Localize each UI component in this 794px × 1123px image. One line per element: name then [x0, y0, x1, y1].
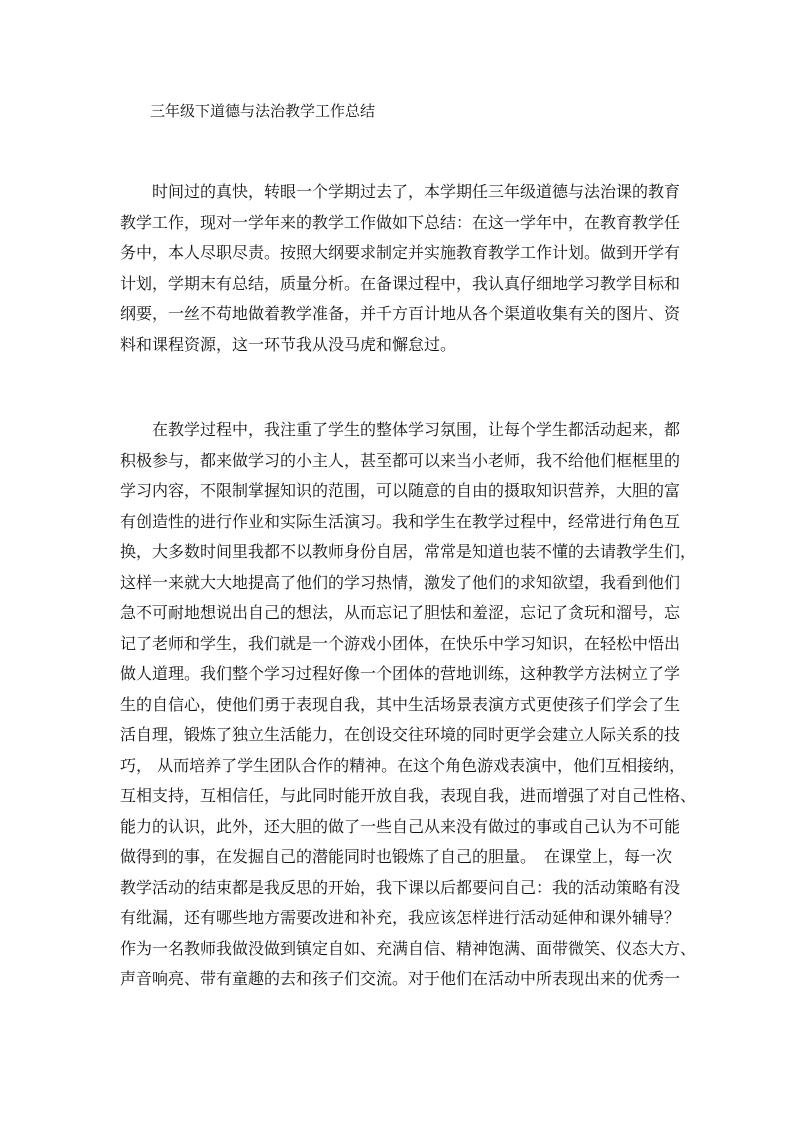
- paragraph-2-line: 有创造性的进行作业和实际生活演习。我和学生在教学过程中，经常进行角色互: [120, 511, 681, 531]
- paragraph-2-line: 做人道理。我们整个学习过程好像一个团体的营地训练，这种教学方法树立了学: [120, 664, 681, 683]
- paragraph-2-line: 巧， 从而培养了学生团队合作的精神。在这个角色游戏表演中，他们互相接纳，: [120, 755, 686, 775]
- paragraph-1-line: 计划，学期末有总结，质量分析。在备课过程中，我认真仔细地学习教学目标和: [120, 273, 681, 293]
- paragraph-2-line: 活自理，锻炼了独立生活能力，在创设交往环境的同时更学会建立人际关系的技: [120, 725, 681, 744]
- paragraph-2-line: 记了老师和学生，我们就是一个游戏小团体，在快乐中学习知识，在轻松中悟出: [120, 633, 681, 653]
- paragraph-2-line: 能力的认识，此外，还大胆的做了一些自己从来没有做过的事或自己认为不可能: [120, 816, 681, 836]
- paragraph-2-line: 教学活动的结束都是我反思的开始，我下课以后都要问自己：我的活动策略有没: [120, 877, 681, 897]
- paragraph-2-line: 有纰漏，还有哪些地方需要改进和补充，我应该怎样进行活动延伸和课外辅导？: [120, 908, 681, 927]
- paragraph-1-line: 纲要，一丝不苟地做着教学准备，并千方百计地从各个渠道收集有关的图片、资: [120, 304, 681, 323]
- paragraph-2-line: 在教学过程中，我注重了学生的整体学习氛围，让每个学生都活动起来，都: [152, 420, 681, 439]
- paragraph-2-line: 积极参与，都来做学习的小主人，甚至都可以来当小老师，我不给他们框框里的: [120, 450, 681, 470]
- paragraph-2-line: 作为一名教师我做没做到镇定自如、充满自信、精神饱满、面带微笑、仪态大方、: [120, 938, 697, 958]
- paragraph-2-line: 学习内容，不限制掌握知识的范围，可以随意的自由的摄取知识营养，大胆的富: [120, 481, 681, 500]
- paragraph-2-line: 互相支持，互相信任，与此同时能开放自我，表现自我，进而增强了对自己性格、: [120, 786, 697, 805]
- paragraph-2-line: 声音响亮、带有童趣的去和孩子们交流。对于他们在活动中所表现出来的优秀一: [120, 969, 681, 988]
- paragraph-2-line: 生的自信心，使他们勇于表现自我，其中生活场景表演方式更使孩子们学会了生: [120, 694, 681, 714]
- paragraph-2: [120, 415, 697, 995]
- document-title: 三年级下道德与法治教学工作总结: [150, 102, 376, 120]
- paragraph-1-line: 教学工作，现对一学年来的教学工作做如下总结：在这一学年中，在教育教学任: [120, 212, 681, 232]
- paragraph-2-line: 做得到的事，在发掘自己的潜能同时也锻炼了自己的胆量。 在课堂上，每一次: [120, 847, 673, 866]
- paragraph-1-line: 务中，本人尽职尽责。按照大纲要求制定并实施教育教学工作计划。做到开学有: [120, 243, 681, 262]
- paragraph-2-line: 急不可耐地想说出自己的想法，从而忘记了胆怯和羞涩，忘记了贪玩和溜号，忘: [120, 603, 681, 622]
- paragraph-1-line: 料和课程资源，这一环节我从没马虎和懈怠过。: [120, 334, 457, 354]
- paragraph-1-line: 时间过的真快，转眼一个学期过去了，本学期任三年级道德与法治课的教育: [152, 182, 681, 201]
- paragraph-2-line: 换，大多数时间里我都不以教师身份自居，常常是知道也装不懂的去请教学生们，: [120, 542, 697, 561]
- paragraph-2-line: 这样一来就大大地提高了他们的学习热情，激发了他们的求知欲望，我看到他们: [120, 572, 681, 592]
- paragraph-1: [120, 177, 690, 360]
